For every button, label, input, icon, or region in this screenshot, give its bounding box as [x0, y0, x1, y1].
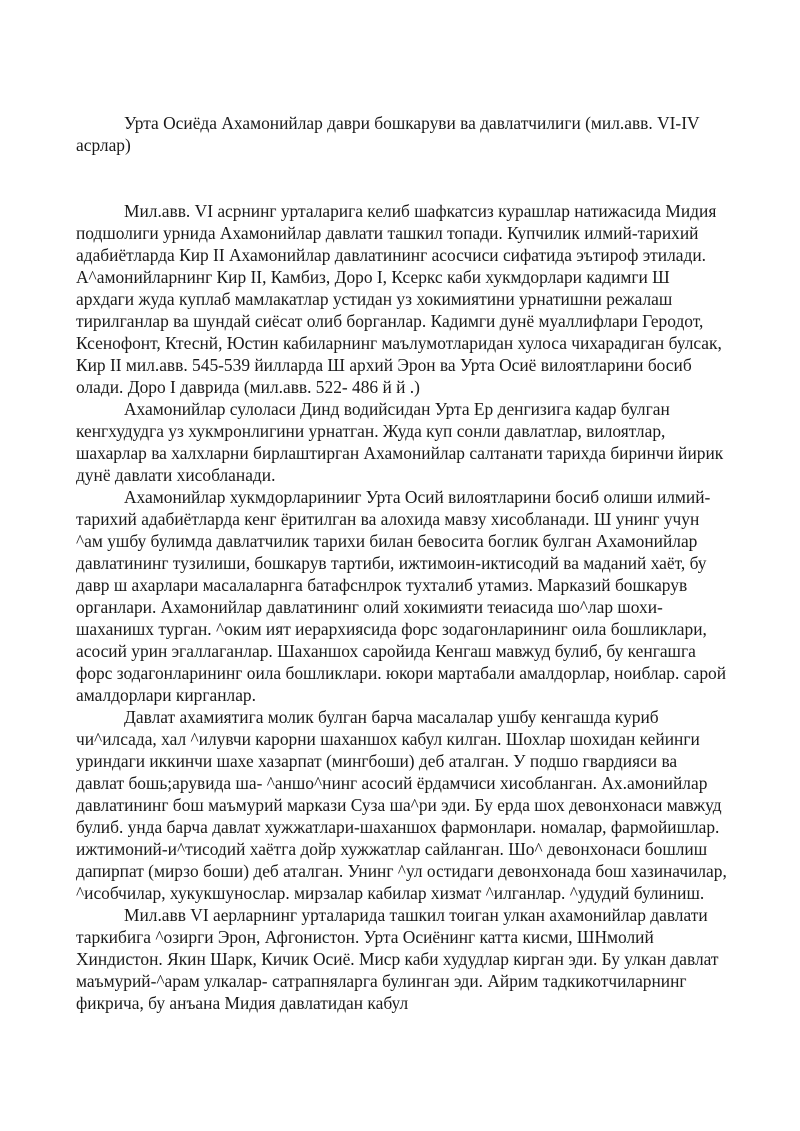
title-spacer — [76, 156, 728, 200]
paragraph-2: Ахамонийлар сулоласи Динд водийсидан Урта Ер денгизига кадар булган кенгхудудга уз хукмронлигини урнатган. Жуда куп сонли давлатлар, вилоятлар, шахарлар ва халхларни бирлаштирган Ахамонийлар салтанати тарихда биринчи йирик дунё давлати хисобланади. — [76, 399, 724, 485]
paragraph-4: Давлат ахамиятига молик булган барча масалалар ушбу кенгашда куриб чи^илсада, хал ^илувчи карорни шаханшох кабул килган. Шохлар шохидан кейинги уриндаги иккинчи шахе хазарпат (мингбоши) деб аталган. У подшо гвардияси ва давлат бошь;арувида ша- ^аншо^нинг асосий ёрдамчиси хисобланган. Ах.амонийлар давлатининг бош маъмурий маркази Суза ша^ри эди. Бу ерда шох девонхонаси мавжуд булиб. унда барча давлат хужжатлари-шаханшох фармонлари. номалар, фармойишлар. ижтимоний-и^тисодий хаётга дойр хужжатлар сайланган. Шо^ девонхонаси бошлиш дапирпат (мирзо боши) деб аталган. Унинг ^ул остидаги девонхонада бош хазиначилар, ^исобчилар, хукукшунослар. мирзалар кабилар хизмат ^илганлар. ^удудий булиниш. — [76, 707, 727, 903]
document-title: Урта Осиёда Ахамонийлар даври бошкаруви ва давлатчилиги (мил.авв. VI-IV асрлар) — [76, 113, 700, 155]
paragraph-5: Мил.авв VI аерларнинг урталарида ташкил тоиган улкан ахамонийлар давлати таркибига ^озирги Эрон, Афгонистон. Урта Осиёнинг катта кисми, ШНмолий Хиндистон. Якин Шарк, Кичик Осиё. Миср каби худудлар кирган эди. Бу улкан давлат маъмурий-^арам улкалар- сатрапняларга булинган эди. Айрим тадкикотчиларнинг фикрича, бу анъана Мидия давлатидан кабул — [76, 905, 719, 1013]
document-page — [76, 112, 728, 1014]
paragraph-1: Мил.авв. VI асрнинг урталарига келиб шафкатсиз курашлар натижасида Мидия подшолиги урнида Ахамонийлар давлати ташкил топади. Купчилик илмий-тарихий адабиётларда Кир II Ахамонийлар давлатининг асосчиси сифатида эътироф этилади. А^амонийларнинг Кир II, Камбиз, Доро I, Ксеркс каби хукмдорлари кадимги Ш архдаги жуда куплаб мамлакатлар устидан уз хокимиятини урнатишни режалаш тирилганлар ва шундай сиёсат олиб борганлар. Кадимги дунё муаллифлари Геродот, Ксенофонт, Ктеснй, Юстин кабиларнинг маълумотларидан хулоса чихарадиган булсак, Кир II мил.авв. 545-539 йилларда Ш архий Эрон ва Урта Осиё вилоятларини босиб олади. Доро I даврида (мил.авв. 522- 486 й й .) — [76, 201, 722, 397]
paragraph-3: Ахамонийлар хукмдорларинииг Урта Осий вилоятларини босиб олиши илмий-тарихий адабиётларда кенг ёритилган ва алохида мавзу хисобланади. Ш унинг учун ^ам ушбу булимда давлатчилик тарихи билан бевосита боглик булган Ахамонийлар давлатининг тузилиши, бошкарув тартиби, ижтимоин-иктисодий ва маданий хаёт, бу давр ш ахарлари масалаларнга батафснлрок тухталиб утамиз. Марказий бошкарув органлари. Ахамонийлар давлатининг олий хокимияти теиасида шо^лар шохи-шаханишх турган. ^оким ият иерархиясида форс зодагонларининг оила бошликлари, асосий урин эгаллаганлар. Шаханшох саройида Кенгаш мавжуд булиб, бу кенгашга форс зодагонларининг оила бошликлари. юкори мартабали амалдорлар, ноиблар. сарой амалдорлари кирганлар. — [76, 487, 727, 705]
